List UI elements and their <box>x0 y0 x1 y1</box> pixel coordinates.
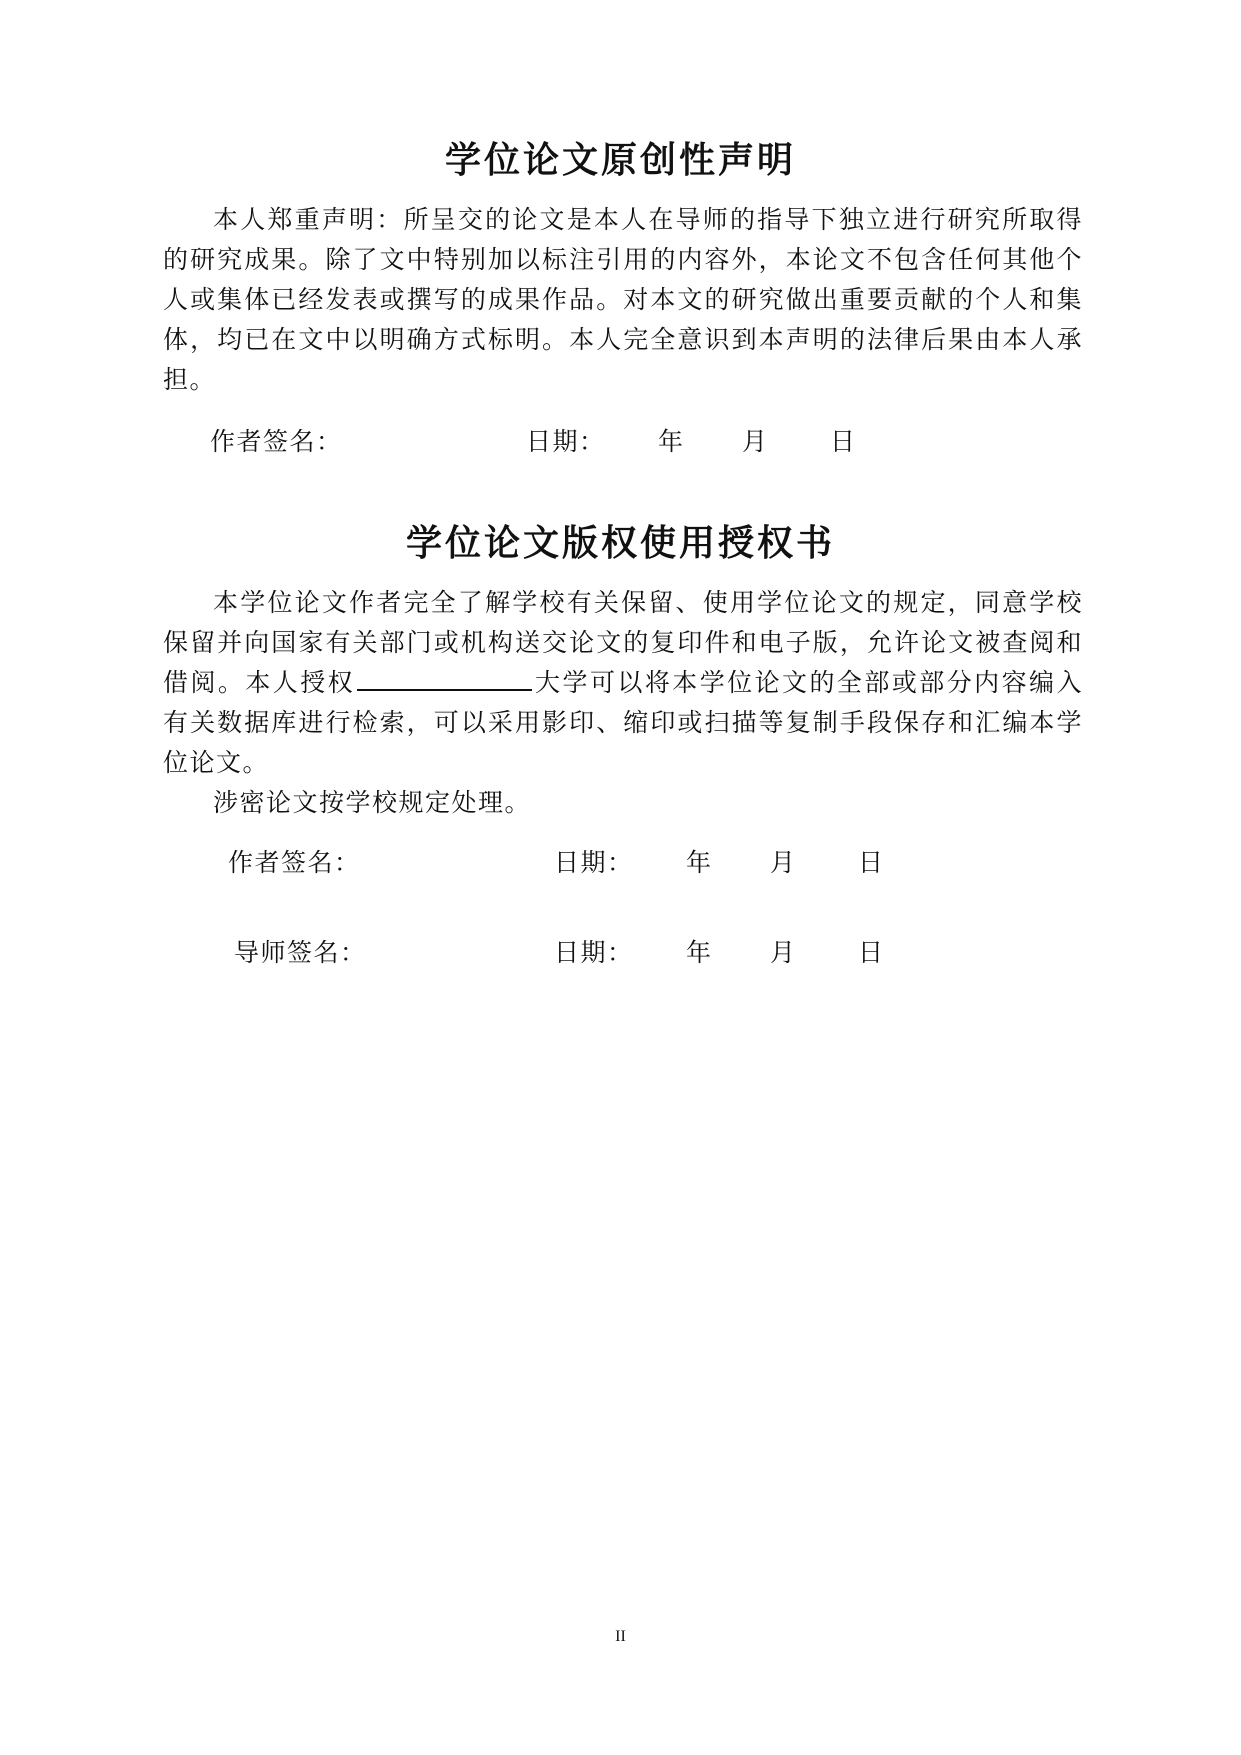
day-label: 日 <box>830 427 857 456</box>
date-label: 日期： <box>554 848 634 877</box>
year-label: 年 <box>686 848 713 877</box>
advisor-signature-row <box>234 933 934 973</box>
authorization-body <box>163 583 1083 783</box>
date-label: 日期： <box>526 427 606 456</box>
author-signature-label: 作者签名： <box>228 848 361 877</box>
year-label: 年 <box>658 427 685 456</box>
author-signature-row <box>228 843 928 883</box>
authorization-body-part2: 大学可以将本学位论文的全部或部分内容编入有关数据库进行检索，可以采用影印、缩印或扫描等复制手段保存和汇编本学位论文。 <box>163 668 1083 777</box>
declaration-body: 本人郑重声明：所呈交的论文是本人在导师的指导下独立进行研究所取得的研究成果。除了文中特别加以标注引用的内容外，本论文不包含任何其他个人或集体已经发表或撰写的成果作品。对本文的研究做出重要贡献的个人和集体，均已在文中以明确方式标明。本人完全意识到本声明的法律后果由本人承担。 <box>163 205 1083 394</box>
advisor-signature-label: 导师签名： <box>234 938 367 967</box>
day-label: 日 <box>858 848 885 877</box>
declaration-signature-row <box>210 422 910 462</box>
authorization-body-part1: 本学位论文作者完全了解学校有关保留、使用学位论文的规定，同意学校保留并向国家有关部门或机构送交论文的复印件和电子版，允许论文被查阅和借阅。本人授权 <box>163 588 1083 697</box>
month-label: 月 <box>742 427 769 456</box>
declaration-title: 学位论文原创性声明 <box>444 140 796 181</box>
year-label: 年 <box>686 938 713 967</box>
university-name-blank <box>357 688 532 691</box>
month-label: 月 <box>770 848 797 877</box>
page-number: II <box>615 1628 626 1645</box>
month-label: 月 <box>770 938 797 967</box>
date-label: 日期： <box>554 938 634 967</box>
authorization-title: 学位论文版权使用授权书 <box>405 523 835 564</box>
confidential-note: 涉密论文按学校规定处理。 <box>213 788 532 817</box>
author-signature-label: 作者签名： <box>210 427 343 456</box>
day-label: 日 <box>858 938 885 967</box>
